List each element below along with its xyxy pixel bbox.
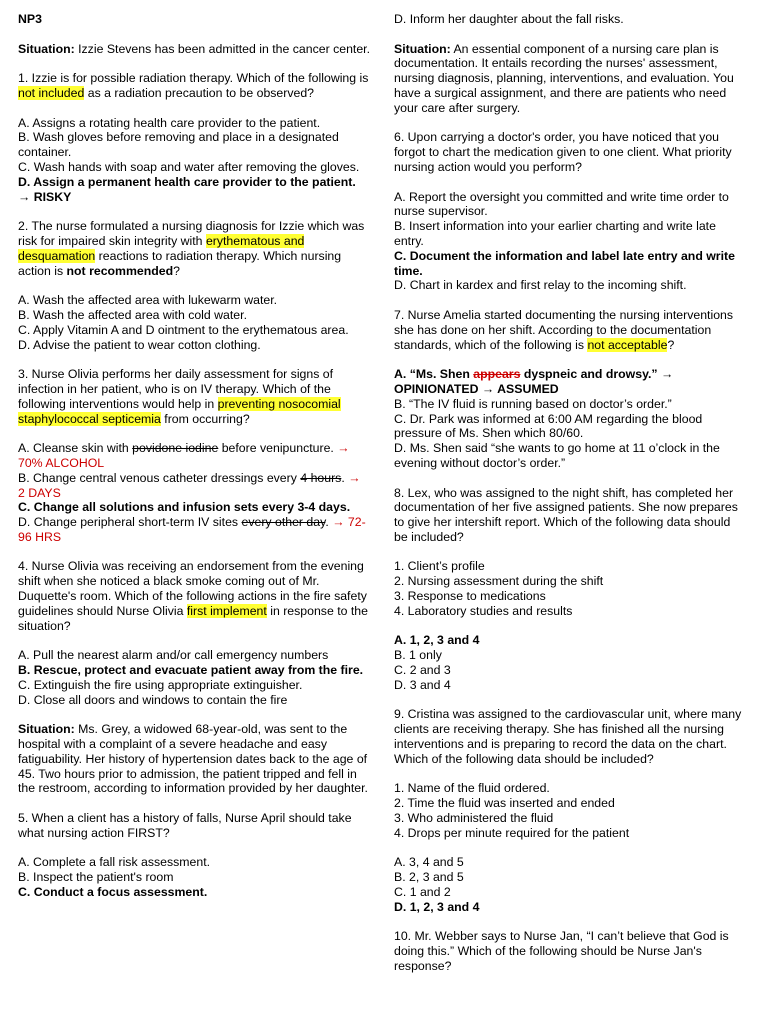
list-item: 4. Laboratory studies and results bbox=[394, 603, 573, 618]
question-4 bbox=[18, 559, 370, 633]
question-text: from occurring? bbox=[160, 411, 250, 426]
situation-label: Situation: bbox=[18, 722, 75, 737]
question-4-options bbox=[18, 648, 370, 707]
correction-text: → 2 DAYS bbox=[18, 470, 361, 500]
question-7-options bbox=[394, 367, 746, 471]
question-5: 5. When a client has a history of falls, Nurse April should take what nursing action FIRST? bbox=[18, 811, 352, 840]
option: D. Ms. Shen said “she wants to go home at 11 o’clock in the evening without doctor’s order.” bbox=[394, 441, 720, 470]
list-item: 4. Drops per minute required for the patient bbox=[394, 825, 630, 840]
question-3-options bbox=[18, 441, 370, 545]
highlighted-text: not included bbox=[18, 85, 85, 100]
question-text: 1. Izzie is for possible radiation therapy. Which of the following is bbox=[18, 71, 369, 86]
situation-1 bbox=[18, 42, 370, 57]
option: D. 3 and 4 bbox=[394, 677, 451, 692]
question-text: 3. Nurse Olivia performs her daily assessment for signs of infection in her patient, who is on IV therapy. Which of the following interventions would help in bbox=[18, 367, 334, 411]
question-8-options bbox=[394, 633, 746, 692]
bold-text: not recommended bbox=[66, 263, 174, 278]
situation-text: Ms. Grey, a widowed 68-year-old, was sent to the hospital with a complaint of a severe headache and easy fatiguability. Her history of hypertension dates back to the age of 45. Two hours prior to admission, the patient tripped and fell in the restroom, according to information provided by her daughter. bbox=[18, 722, 368, 796]
question-text: in response to the situation? bbox=[18, 603, 368, 633]
option: D. Chart in kardex and first relay to the incoming shift. bbox=[394, 278, 687, 293]
question-2-options bbox=[18, 293, 370, 352]
option: A. Report the oversight you committed and write time order to nurse supervisor. bbox=[394, 189, 729, 219]
question-5-option-d: D. Inform her daughter about the fall risks. bbox=[394, 12, 624, 26]
list-item: 1. Name of the fluid ordered. bbox=[394, 781, 550, 796]
question-text: as a radiation precaution to be observed? bbox=[84, 85, 315, 100]
answer-option: C. Conduct a focus assessment. bbox=[18, 885, 208, 900]
answer-option: B. Rescue, protect and evacuate patient away from the fire. bbox=[18, 663, 364, 678]
option: A. 3, 4 and 5 bbox=[394, 855, 464, 870]
question-5-options bbox=[18, 855, 370, 899]
option: C. Apply Vitamin A and D ointment to the erythematous area. bbox=[18, 322, 349, 337]
document-title: NP3 bbox=[18, 12, 42, 26]
option: B. 1 only bbox=[394, 648, 442, 663]
struck-text: povidone iodine bbox=[132, 441, 219, 456]
highlighted-text: erythematous and desquamation bbox=[18, 233, 305, 263]
question-7 bbox=[394, 308, 746, 352]
option: A. Wash the affected area with lukewarm water. bbox=[18, 293, 278, 308]
answer-option: D. 1, 2, 3 and 4 bbox=[394, 899, 480, 914]
struck-text: appears bbox=[473, 367, 521, 382]
question-6: 6. Upon carrying a doctor's order, you have noticed that you forgot to chart the medication given to one client. What priority nursing action would you perform? bbox=[394, 130, 732, 174]
question-3 bbox=[18, 367, 370, 426]
option: B. Inspect the patient's room bbox=[18, 870, 174, 885]
option bbox=[18, 471, 370, 501]
situation-3 bbox=[394, 42, 746, 116]
option-text: dyspneic and drowsy.” → OPINIONATED → ASSUMED bbox=[394, 367, 674, 396]
option: C. Wash hands with soap and water after removing the gloves. bbox=[18, 159, 360, 174]
highlighted-text: first implement bbox=[186, 603, 267, 618]
option bbox=[18, 515, 370, 545]
situation-label: Situation: bbox=[394, 41, 451, 56]
answer-option: C. Change all solutions and infusion sets every 3-4 days. bbox=[18, 500, 351, 515]
question-text: 4. Nurse Olivia was receiving an endorsement from the evening shift when she noticed a black smoke coming out of Mr. Duquette's room. Which of the following actions in the fire safety guidelines should Nurse Olivia bbox=[18, 559, 367, 618]
correction-text: → 70% ALCOHOL bbox=[18, 441, 350, 470]
option: B. Insert information into your earlier charting and write late entry. bbox=[394, 219, 716, 248]
question-9-options bbox=[394, 855, 746, 914]
question-text: reactions to radiation therapy. Which nursing action is bbox=[18, 248, 342, 278]
option: C. 1 and 2 bbox=[394, 885, 451, 900]
answer-option: D. Assign a permanent health care provider to the patient. → RISKY bbox=[18, 174, 356, 204]
question-8: 8. Lex, who was assigned to the night shift, has completed her documentation of her five assigned patients. She now prepares to give her intershift report. Which of the following data should be included? bbox=[394, 485, 738, 544]
list-item: 2. Nursing assessment during the shift bbox=[394, 574, 604, 589]
option-text: . bbox=[341, 470, 349, 485]
question-text: ? bbox=[173, 263, 180, 278]
list-item: 2. Time the fluid was inserted and ended bbox=[394, 796, 615, 811]
option bbox=[18, 441, 370, 471]
highlighted-text: preventing nosocomial staphylococcal septicemia bbox=[18, 396, 341, 426]
answer-option: A. 1, 2, 3 and 4 bbox=[394, 633, 480, 648]
option: A. Complete a fall risk assessment. bbox=[18, 855, 211, 870]
option: B. Wash gloves before removing and place in a designated container. bbox=[18, 130, 339, 160]
list-item: 3. Who administered the fluid bbox=[394, 811, 554, 826]
option: A. Assigns a rotating health care provider to the patient. bbox=[18, 115, 321, 130]
list-item: 1. Client’s profile bbox=[394, 559, 485, 574]
left-column bbox=[18, 12, 370, 915]
list-item: 3. Response to medications bbox=[394, 589, 546, 604]
answer-option: C. Document the information and label late entry and write time. bbox=[394, 248, 735, 278]
option-text: A. “Ms. Shen bbox=[394, 367, 474, 382]
question-2 bbox=[18, 219, 370, 278]
question-10: 10. Mr. Webber says to Nurse Jan, “I can’t believe that God is doing this.” Which of the following should be Nurse Jan's response? bbox=[394, 929, 729, 973]
situation-2 bbox=[18, 722, 370, 796]
option: D. Advise the patient to wear cotton clothing. bbox=[18, 337, 261, 352]
option: C. Dr. Park was informed at 6:00 AM regarding the blood pressure of Ms. Shen which 80/60. bbox=[394, 411, 703, 441]
option-text: A. Cleanse skin with bbox=[18, 441, 133, 456]
question-8-items bbox=[394, 559, 746, 618]
highlighted-text: not acceptable bbox=[587, 337, 668, 352]
option: B. Wash the affected area with cold water. bbox=[18, 307, 247, 322]
right-column bbox=[394, 12, 746, 989]
correction-text: → 72-96 HRS bbox=[18, 515, 366, 544]
option-text: B. Change central venous catheter dressings every bbox=[18, 470, 301, 485]
situation-text: Izzie Stevens has been admitted in the cancer center. bbox=[74, 41, 371, 56]
option: C. 2 and 3 bbox=[394, 663, 451, 678]
struck-text: every other day bbox=[241, 515, 326, 530]
question-text: 7. Nurse Amelia started documenting the nursing interventions she has done on her shift. According to the documentation standards, which of the following is bbox=[394, 307, 734, 352]
question-9: 9. Cristina was assigned to the cardiovascular unit, where many clients are receiving therapy. She has finished all the nursing interventions and is preparing to record the data on the chart. Which of the following data should be included? bbox=[394, 707, 742, 766]
question-6-options bbox=[394, 190, 746, 294]
answer-option bbox=[394, 367, 746, 397]
option: C. Extinguish the fire using appropriate extinguisher. bbox=[18, 677, 303, 692]
struck-text: 4 hours bbox=[300, 470, 342, 485]
option: A. Pull the nearest alarm and/or call emergency numbers bbox=[18, 648, 329, 663]
question-1-options bbox=[18, 116, 370, 205]
question-text: ? bbox=[667, 337, 675, 352]
option-text: before venipuncture. bbox=[218, 441, 338, 456]
question-1 bbox=[18, 71, 370, 101]
situation-text: An essential component of a nursing care plan is documentation. It entails recording the nurses' assessment, nursing diagnosis, planning, interventions, and evaluation. You have a surgical assignment, and there are patients who need your care after surgery. bbox=[394, 41, 734, 115]
situation-label: Situation: bbox=[18, 41, 75, 56]
question-text: 2. The nurse formulated a nursing diagnosis for Izzie which was risk for impaired skin integrity with bbox=[18, 219, 365, 248]
option-text: D. Change peripheral short-term IV sites bbox=[18, 515, 242, 530]
question-9-items bbox=[394, 781, 746, 840]
option-text: . bbox=[325, 515, 333, 530]
option: B. “The IV fluid is running based on doctor’s order.” bbox=[394, 396, 672, 411]
option: B. 2, 3 and 5 bbox=[394, 870, 464, 885]
option: D. Close all doors and windows to contain the fire bbox=[18, 692, 288, 707]
